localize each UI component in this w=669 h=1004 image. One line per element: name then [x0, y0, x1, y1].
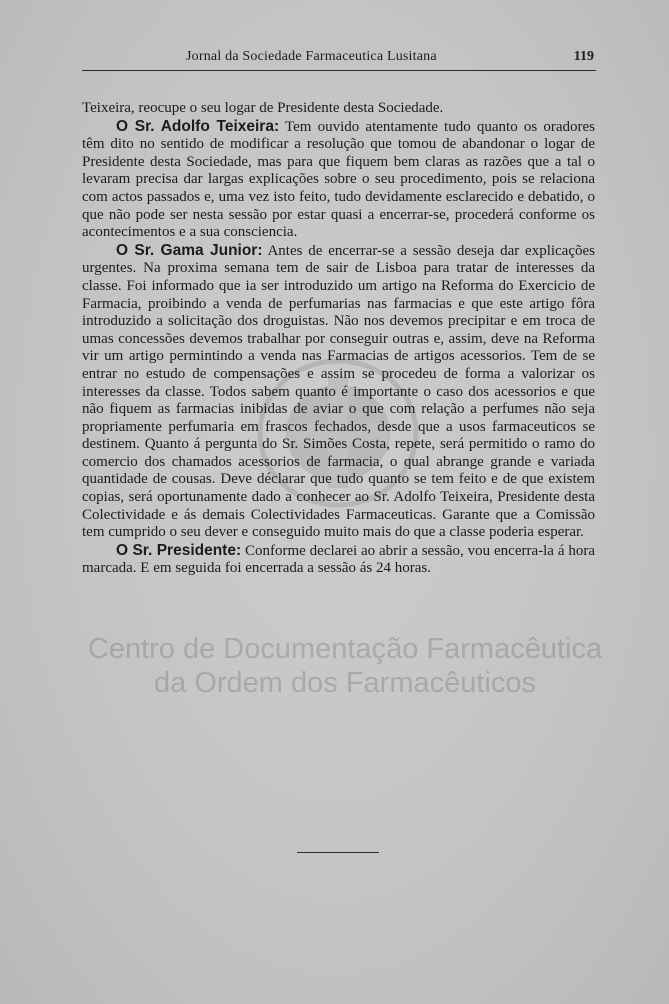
running-header: [82, 49, 596, 69]
speaker-presidente: O Sr. Presidente:: [116, 541, 242, 559]
speech-presidente: Conforme declarei ao abrir a sessão, vou encerra-la á hora marcada. E em seguida foi encerrada a sessão ás 24 horas.: [82, 542, 595, 577]
minutes-body: [82, 100, 595, 578]
speaker-gama-junior: O Sr. Gama Junior:: [116, 241, 263, 259]
paragraph-presidente: [82, 542, 595, 578]
journal-title: Jornal da Sociedade Farmaceutica Lusitana: [186, 49, 437, 64]
speech-adolfo-teixeira: Tem ouvido atentamente tudo quanto os oradores têm dito no sentido de modificar a resolução que tomou de abandonar o logar de Presidente desta Sociedade, mas para que fiquem bem claras as razões que a tal o levaram precisa dar largas explicações sobre o seu procedimento, pois se relaciona com actos passados e, uma vez isto feito, tudo devidamente esclarecido e debatido, o que não pode ser nesta sessão por estar quasi a encerrar-se, procederá conforme os acontecimentos e a sua consciencia.: [82, 118, 595, 241]
paragraph-continuation: Teixeira, reocupe o seu logar de Presidente desta Sociedade.: [82, 100, 444, 116]
speaker-adolfo-teixeira: O Sr. Adolfo Teixeira:: [116, 117, 280, 135]
paragraph-adolfo-teixeira: [82, 118, 595, 242]
page-number: 119: [573, 49, 594, 64]
watermark: [60, 632, 630, 700]
paragraph-gama-junior: [82, 242, 595, 542]
watermark-line-2: da Ordem dos Farmacêuticos: [154, 667, 536, 699]
header-rule: [82, 70, 596, 71]
watermark-line-1: Centro de Documentação Farmacêutica: [87, 633, 603, 665]
end-rule: [297, 852, 379, 853]
speech-gama-junior: Antes de encerrar-se a sessão deseja dar explicações urgentes. Na proxima semana tem de sair de Lisboa para tratar de interesses da classe. Foi informado que ia ser introduzido um artigo na Reforma do Exercicio de Farmacia, proibindo a venda de perfumarias nas farmacias e que este artigo fôra introduzido a solicitação dos droguistas. Não nos devemos precipitar e em troca de umas concessões devemos trabalhar por conseguir outras e, assim, deve na Reforma vir um artigo permintindo a venda nas Farmacias de artigos acessorios. Tem de se entrar no estudo de compensações e assim se procedeu de forma a valorizar os interesses da classe. Todos sabem quanto é importante o caso dos acessorios e que não fiquem as farmacias inibidas de aviar o que com relação a perfumes não seja propriamente perfumaria em frascos fechados, desde que a usos farmaceuticos se destinem. Quanto á pergunta do Sr. Simões Costa, repete, será permitido o ramo do comercio dos chamados acessorios de farmacia, o qual abrange grande e variada quantidade de cousas. Deve déclarar que tudo quanto se tem feito e de que existem copias, será oportunamente dado a conhecer ao Sr. Adolfo Teixeira, Presidente desta Colectividade e ás demais Colectividades Farmaceuticas. Garante que a Comissão tem cumprido o seu dever e conseguido muito mais do que a classe poderia esperar.: [82, 242, 595, 541]
